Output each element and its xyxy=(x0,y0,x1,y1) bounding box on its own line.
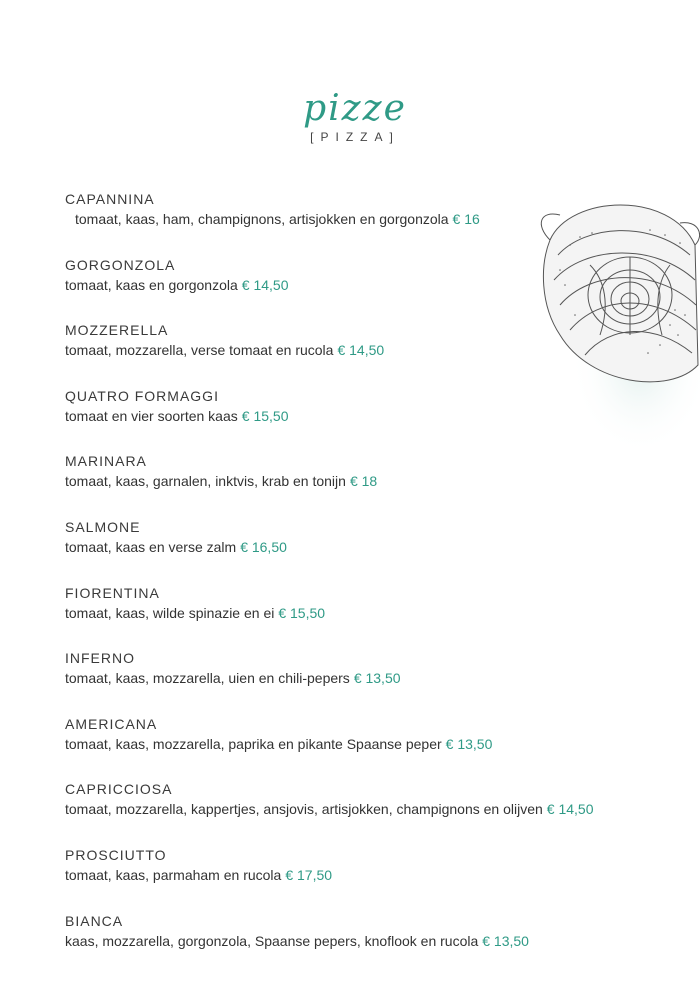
menu-item-ingredients: tomaat, kaas, mozzarella, uien en chili-pepers xyxy=(65,670,350,687)
menu-item-price: € 16 xyxy=(452,211,480,227)
menu-item-ingredients: tomaat, kaas, garnalen, inktvis, krab en tonijn xyxy=(65,473,346,490)
menu-item-name: GORGONZOLA xyxy=(65,256,176,273)
menu-item-ingredients: tomaat en vier soorten kaas xyxy=(65,407,238,424)
menu-item xyxy=(65,584,685,650)
menu-item-ingredients: tomaat, kaas, mozzarella, paprika en pikante Spaanse peper xyxy=(65,735,442,752)
menu-item-ingredients: kaas, mozzarella, gorgonzola, Spaanse pepers, knoflook en rucola xyxy=(65,932,479,949)
menu-item-description xyxy=(65,865,685,885)
menu-item-name: AMERICANA xyxy=(65,715,158,732)
menu-item xyxy=(65,846,685,912)
menu-item xyxy=(65,649,685,715)
section-subtitle: [PIZZA] xyxy=(310,130,400,144)
menu-item-name: SALMONE xyxy=(65,518,141,535)
menu-item-name: FIORENTINA xyxy=(65,584,160,601)
menu-item-price: € 13,50 xyxy=(353,670,401,687)
menu-item xyxy=(65,780,685,846)
menu-item-name: CAPRICCIOSA xyxy=(65,781,173,798)
menu-item-price: € 13,50 xyxy=(482,932,529,949)
menu-item-price: € 15,50 xyxy=(241,407,289,424)
menu-item-ingredients: tomaat, kaas en verse zalm xyxy=(65,538,237,555)
menu-item-description xyxy=(65,537,685,557)
menu-item xyxy=(65,715,685,781)
menu-item-name: MARINARA xyxy=(65,453,147,470)
menu-item-name: BIANCA xyxy=(65,912,124,929)
artichoke-illustration-icon xyxy=(530,185,700,475)
menu-item-price: € 14,50 xyxy=(337,342,385,359)
menu-item-description xyxy=(65,603,685,623)
menu-item-name: QUATRO FORMAGGI xyxy=(65,387,219,404)
menu-item-ingredients: tomaat, kaas, parmaham en rucola xyxy=(65,866,282,883)
menu-item xyxy=(65,518,685,584)
menu-header xyxy=(0,88,700,158)
menu-item xyxy=(65,912,685,978)
menu-item-ingredients: tomaat, kaas, ham, champignons, artisjokken en gorgonzola xyxy=(75,211,449,227)
menu-item-ingredients: tomaat, kaas en gorgonzola xyxy=(65,276,238,293)
menu-item-price: € 14,50 xyxy=(241,276,289,293)
menu-item-ingredients: tomaat, kaas, wilde spinazie en ei xyxy=(65,604,275,621)
menu-item-ingredients: tomaat, mozzarella, verse tomaat en rucola xyxy=(65,342,334,359)
section-script-title: pizze xyxy=(303,88,407,129)
menu-item-ingredients: tomaat, mozzarella, kappertjes, ansjovis, artisjokken, champignons en olijven xyxy=(65,801,543,818)
menu-item-description xyxy=(65,799,685,819)
menu-item-price: € 15,50 xyxy=(278,604,326,621)
menu-item-price: € 16,50 xyxy=(240,538,287,555)
menu-item-name: INFERNO xyxy=(65,650,135,667)
menu-item-price: € 13,50 xyxy=(445,735,493,752)
menu-item-description xyxy=(65,734,685,754)
menu-item-price: € 18 xyxy=(349,473,378,490)
menu-item-name: CAPANNINA xyxy=(65,191,155,207)
menu-item-description xyxy=(65,668,685,688)
menu-item-description xyxy=(65,931,685,951)
menu-item-name: PROSCIUTTO xyxy=(65,846,167,863)
menu-item-price: € 14,50 xyxy=(546,801,594,818)
menu-item-price: € 17,50 xyxy=(285,866,333,883)
menu-item-name: MOZZERELLA xyxy=(65,322,169,339)
